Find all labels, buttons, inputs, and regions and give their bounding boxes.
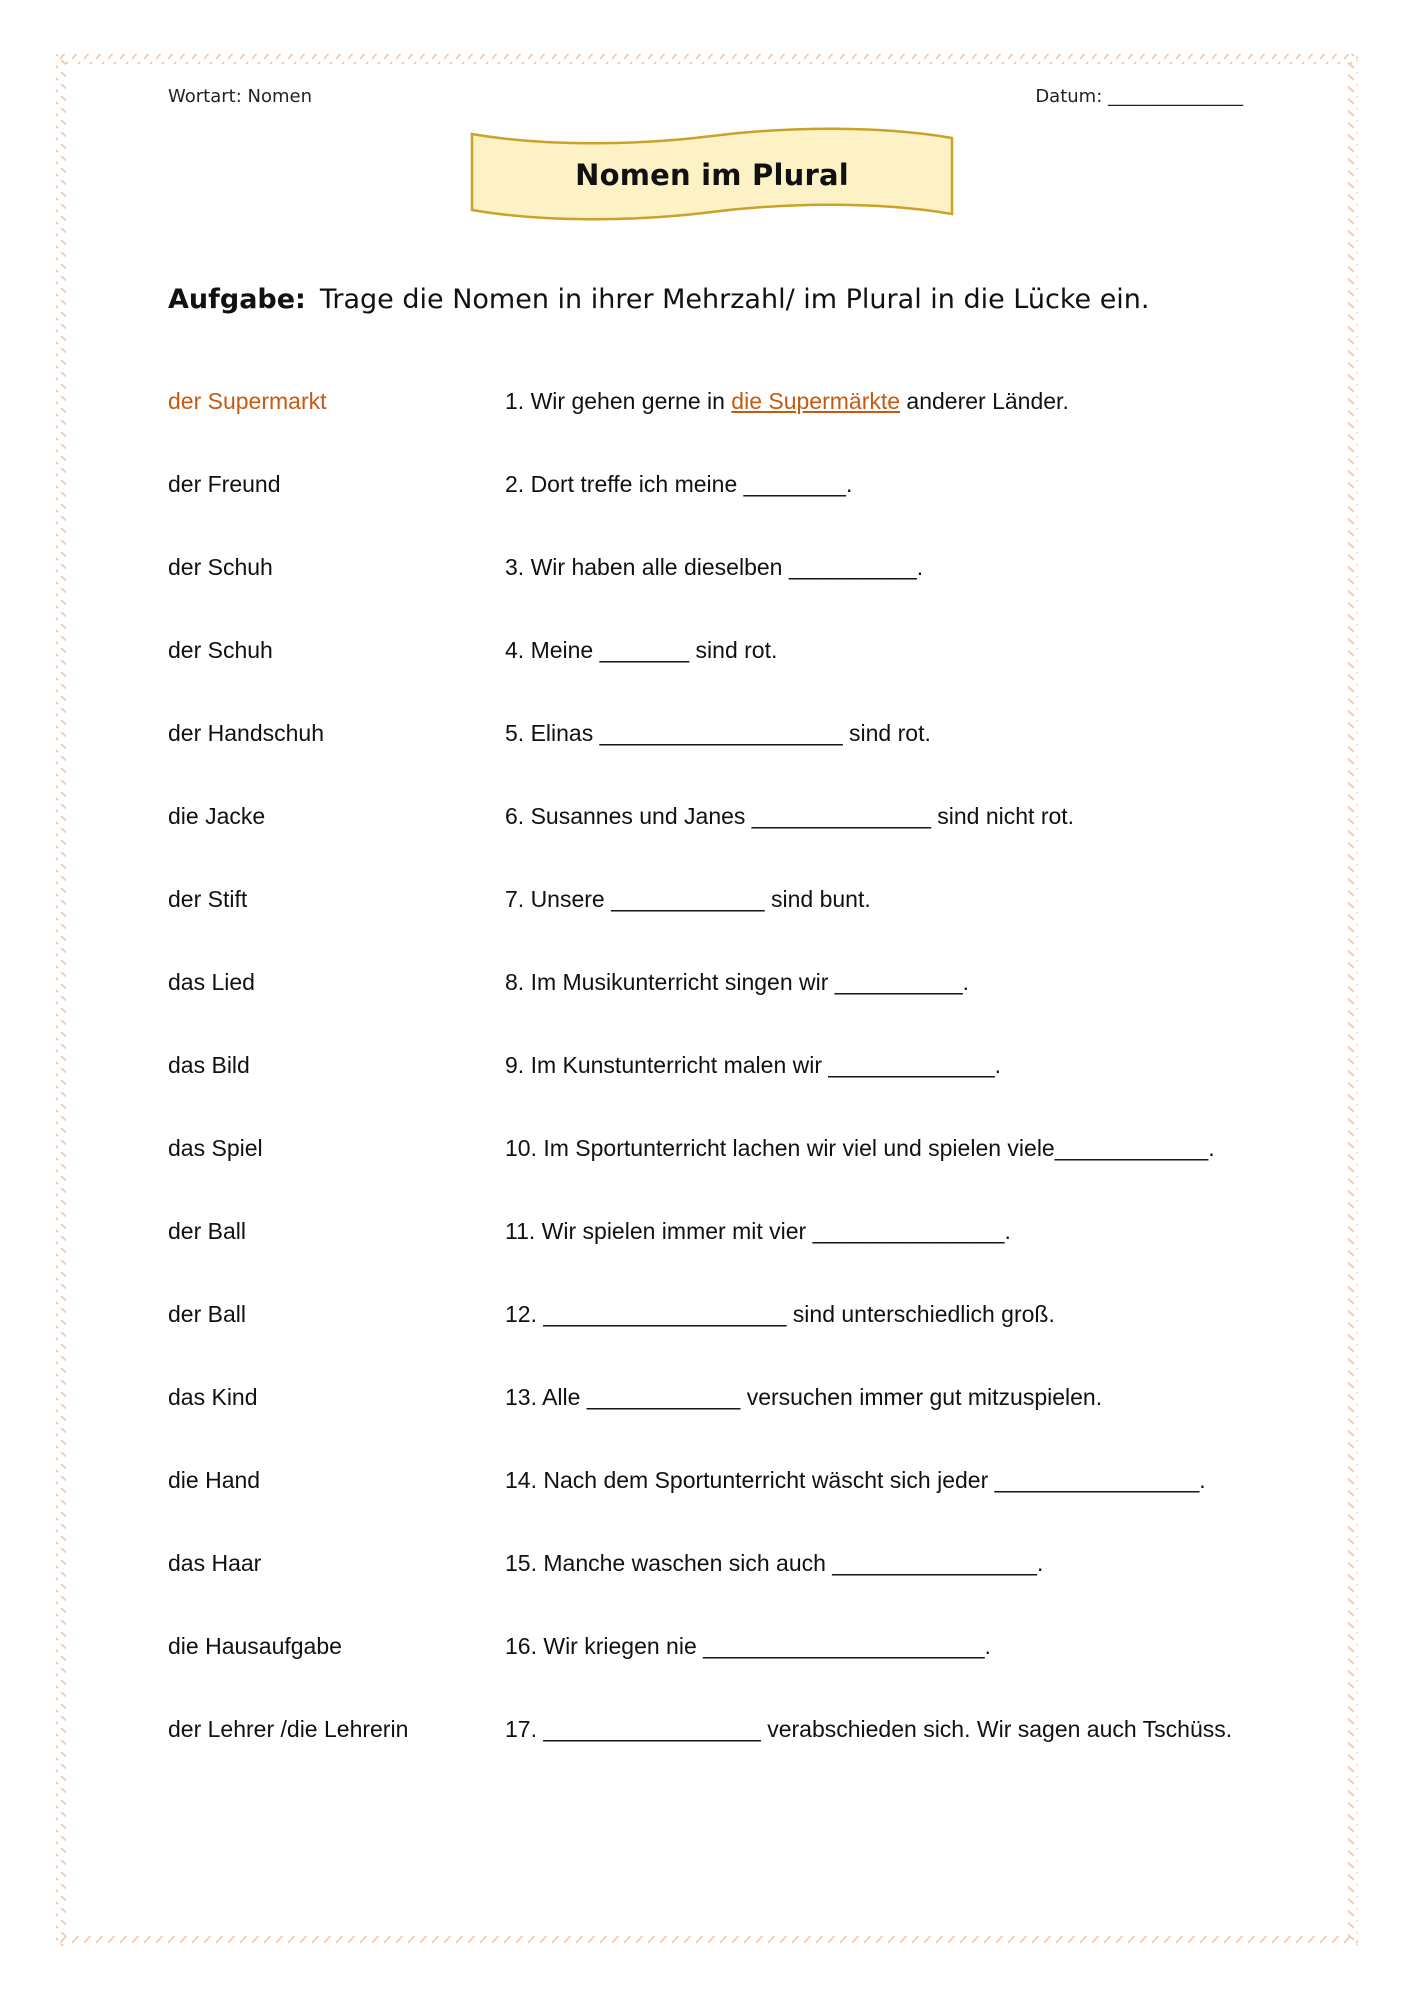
task-text: Trage die Nomen in ihrer Mehrzahl/ im Plural in die Lücke ein. xyxy=(319,284,1150,315)
noun-singular: der Ball xyxy=(168,1301,246,1327)
noun-singular: der Ball xyxy=(168,1218,246,1244)
noun-singular: der Freund xyxy=(168,471,281,497)
example-row xyxy=(168,388,1248,471)
exercise-row xyxy=(168,1218,1248,1301)
example-sentence-end: anderer Länder. xyxy=(900,388,1069,414)
noun-singular: die Hand xyxy=(168,1467,261,1493)
exercise-row xyxy=(168,1052,1248,1135)
gap-sentence: 11. Wir spielen immer mit vier _______________. xyxy=(505,1218,1011,1244)
example-sentence xyxy=(505,388,1069,415)
noun-singular: der Lehrer /die Lehrerin xyxy=(168,1716,409,1742)
gap-sentence: 7. Unsere ____________ sind bunt. xyxy=(505,886,871,912)
exercise-rows xyxy=(168,471,1248,1799)
exercise-row xyxy=(168,1467,1248,1550)
noun-singular: der Stift xyxy=(168,886,248,912)
noun-singular: der Handschuh xyxy=(168,720,324,746)
exercise-row xyxy=(168,969,1248,1052)
exercise-row xyxy=(168,886,1248,969)
worksheet-title: Nomen im Plural xyxy=(575,158,849,192)
gap-sentence: 16. Wir kriegen nie ______________________. xyxy=(505,1633,991,1659)
gap-sentence: 3. Wir haben alle dieselben __________. xyxy=(505,554,924,580)
gap-sentence: 8. Im Musikunterricht singen wir __________. xyxy=(505,969,970,995)
exercise-row xyxy=(168,1550,1248,1633)
noun-singular: die Jacke xyxy=(168,803,266,829)
gap-sentence: 5. Elinas ___________________ sind rot. xyxy=(505,720,931,746)
gap-sentence: 4. Meine _______ sind rot. xyxy=(505,637,778,663)
example-noun: der Supermarkt xyxy=(168,388,327,414)
gap-sentence: 2. Dort treffe ich meine ________. xyxy=(505,471,853,497)
exercise-row xyxy=(168,1301,1248,1384)
noun-singular: das Spiel xyxy=(168,1135,263,1161)
exercise-row xyxy=(168,1384,1248,1467)
noun-singular: die Hausaufgabe xyxy=(168,1633,342,1659)
noun-singular: das Lied xyxy=(168,969,255,995)
gap-sentence: 14. Nach dem Sportunterricht wäscht sich jeder ________________. xyxy=(505,1467,1206,1493)
noun-singular: das Bild xyxy=(168,1052,250,1078)
gap-sentence: 9. Im Kunstunterricht malen wir _____________. xyxy=(505,1052,1002,1078)
gap-sentence: 12. ___________________ sind unterschiedlich groß. xyxy=(505,1301,1055,1327)
gap-sentence: 10. Im Sportunterricht lachen wir viel und spielen viele____________. xyxy=(505,1135,1215,1161)
exercise-row xyxy=(168,1135,1248,1218)
noun-singular: der Schuh xyxy=(168,554,273,580)
gap-sentence: 6. Susannes und Janes ______________ sind nicht rot. xyxy=(505,803,1075,829)
worksheet-header xyxy=(168,86,1243,110)
gap-sentence: 17. _________________ verabschieden sich. Wir sagen auch Tschüss. xyxy=(505,1716,1233,1742)
exercise-row xyxy=(168,720,1248,803)
word-type-label: Wortart: Nomen xyxy=(168,86,312,107)
gap-sentence: 13. Alle ____________ versuchen immer gut mitzuspielen. xyxy=(505,1384,1103,1410)
exercise-row xyxy=(168,637,1248,720)
example-answer: die Supermärkte xyxy=(731,388,901,414)
exercise-row xyxy=(168,1633,1248,1716)
noun-singular: das Haar xyxy=(168,1550,262,1576)
task-instruction xyxy=(168,284,1150,315)
date-field-label: Datum: _______________ xyxy=(1035,86,1243,107)
exercise-list xyxy=(168,388,1248,1799)
task-label: Aufgabe: xyxy=(168,284,306,315)
noun-singular: der Schuh xyxy=(168,637,273,663)
exercise-row xyxy=(168,554,1248,637)
exercise-row xyxy=(168,471,1248,554)
exercise-row xyxy=(168,803,1248,886)
example-sentence-start: 1. Wir gehen gerne in xyxy=(505,388,732,414)
noun-singular: das Kind xyxy=(168,1384,258,1410)
gap-sentence: 15. Manche waschen sich auch ________________. xyxy=(505,1550,1044,1576)
exercise-row xyxy=(168,1716,1248,1799)
